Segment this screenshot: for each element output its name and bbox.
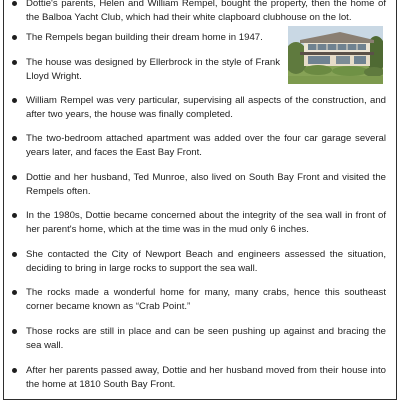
bullet-dot-icon bbox=[12, 1, 17, 6]
bullet-dot-icon bbox=[12, 60, 17, 65]
bullet-text: She contacted the City of Newport Beach and engineers assessed the situation, deciding to bring in large rocks to support the sea wall. bbox=[26, 249, 386, 275]
bullet-text: After her parents passed away, Dottie and her husband moved from their house into the home at 1810 South Bay Front. bbox=[26, 365, 386, 391]
bullet-text: Dottie and her husband, Ted Munroe, also lived on South Bay Front and visited the Rempels often. bbox=[26, 172, 386, 198]
list-item bbox=[12, 31, 280, 45]
list-item bbox=[12, 209, 386, 237]
list-item bbox=[12, 286, 386, 314]
bullet-dot-icon bbox=[12, 368, 17, 373]
list-item bbox=[12, 171, 386, 199]
bullet-dot-icon bbox=[12, 98, 17, 103]
bullet-text: William Rempel was very particular, supervising all aspects of the construction, and after two years, the house was finally completed. bbox=[26, 95, 386, 121]
list-item bbox=[12, 325, 386, 353]
bullet-dot-icon bbox=[12, 35, 17, 40]
house-photo bbox=[288, 26, 383, 84]
bullet-text: The rocks made a wonderful home for many, many crabs, hence this southeast corner became known as “Crab Point.” bbox=[26, 287, 386, 313]
bullet-dot-icon bbox=[12, 213, 17, 218]
bullet-text: Those rocks are still in place and can be seen pushing up against and bracing the sea wall. bbox=[26, 326, 386, 352]
bullet-text: In the 1980s, Dottie became concerned about the integrity of the sea wall in front of her parent's home, which at the time was in the mud only 6 inches. bbox=[26, 210, 386, 236]
list-item bbox=[12, 364, 386, 392]
bullet-text: The two-bedroom attached apartment was added over the four car garage several years later, and faces the East Bay Front. bbox=[26, 133, 386, 159]
list-item bbox=[12, 94, 386, 122]
document-page bbox=[3, 0, 397, 400]
bullet-dot-icon bbox=[12, 136, 17, 141]
house-photo-icon bbox=[288, 26, 383, 84]
list-item bbox=[12, 248, 386, 276]
bullet-text: Dottie's parents, Helen and William Rempel, bought the property, then the home of the Balboa Yacht Club, which had their white clapboard clubhouse on the lot. bbox=[26, 0, 386, 24]
bullet-dot-icon bbox=[12, 290, 17, 295]
bullet-dot-icon bbox=[12, 175, 17, 180]
bullet-dot-icon bbox=[12, 329, 17, 334]
list-item bbox=[12, 56, 280, 84]
bullet-text: The Rempels began building their dream home in 1947. bbox=[26, 32, 263, 43]
bullet-text: The house was designed by Ellerbrock in the style of Frank Lloyd Wright. bbox=[26, 57, 280, 83]
list-item bbox=[12, 0, 386, 25]
bullet-dot-icon bbox=[12, 252, 17, 257]
list-item bbox=[12, 132, 386, 160]
